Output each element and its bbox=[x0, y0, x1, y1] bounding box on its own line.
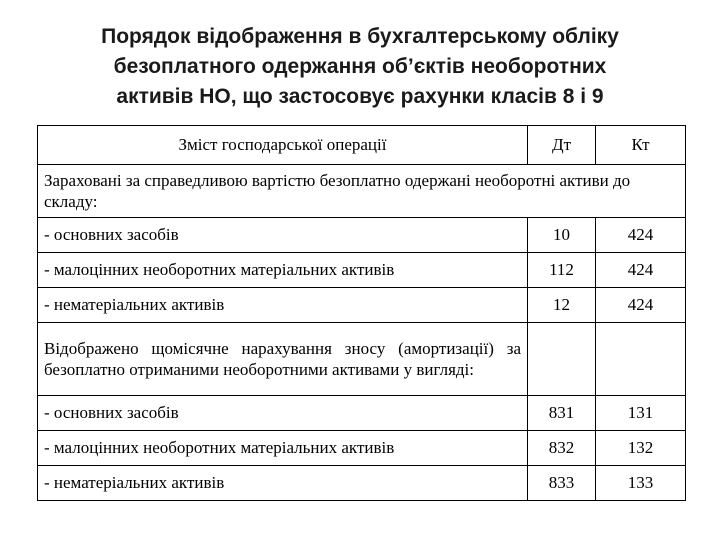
row-label: - основних засобів bbox=[38, 218, 528, 253]
row-debit: 832 bbox=[528, 431, 596, 466]
table-row bbox=[38, 396, 686, 431]
row-debit: 10 bbox=[528, 218, 596, 253]
row-label: - нематеріальних активів bbox=[38, 466, 528, 501]
row-debit: 112 bbox=[528, 253, 596, 288]
row-label: - малоцінних необоротних матеріальних активів bbox=[38, 253, 528, 288]
section2-credit-empty bbox=[596, 323, 686, 396]
section2-header-row bbox=[38, 323, 686, 396]
operations-table bbox=[37, 125, 686, 501]
row-credit: 424 bbox=[596, 218, 686, 253]
page-title bbox=[0, 22, 720, 112]
title-line-2: безоплатного одержання об’єктів необоротних bbox=[113, 55, 607, 78]
section2-text: Відображено щомісячне нарахування зносу (амортизації) за безоплатно отриманими необоротними активами у вигляді: bbox=[38, 323, 528, 396]
title-line-3: активів НО, що застосовує рахунки класів 8 і 9 bbox=[116, 85, 604, 108]
table-row bbox=[38, 431, 686, 466]
row-credit: 132 bbox=[596, 431, 686, 466]
row-label: - основних засобів bbox=[38, 396, 528, 431]
table-row bbox=[38, 466, 686, 501]
row-debit: 833 bbox=[528, 466, 596, 501]
title-line-1: Порядок відображення в бухгалтерському обліку bbox=[101, 25, 619, 48]
row-credit: 131 bbox=[596, 396, 686, 431]
section1-header-row bbox=[38, 165, 686, 218]
row-label: - малоцінних необоротних матеріальних активів bbox=[38, 431, 528, 466]
header-credit: Кт bbox=[596, 126, 686, 165]
row-debit: 12 bbox=[528, 288, 596, 323]
section2-debit-empty bbox=[528, 323, 596, 396]
row-credit: 424 bbox=[596, 253, 686, 288]
header-debit: Дт bbox=[528, 126, 596, 165]
row-credit: 133 bbox=[596, 466, 686, 501]
header-content: Зміст господарської операції bbox=[38, 126, 528, 165]
table-row bbox=[38, 253, 686, 288]
table-header-row bbox=[38, 126, 686, 165]
row-debit: 831 bbox=[528, 396, 596, 431]
row-label: - нематеріальних активів bbox=[38, 288, 528, 323]
section1-text: Зараховані за справедливою вартістю безоплатно одержані необоротні активи до складу: bbox=[38, 165, 686, 218]
table-row bbox=[38, 288, 686, 323]
table-row bbox=[38, 218, 686, 253]
row-credit: 424 bbox=[596, 288, 686, 323]
